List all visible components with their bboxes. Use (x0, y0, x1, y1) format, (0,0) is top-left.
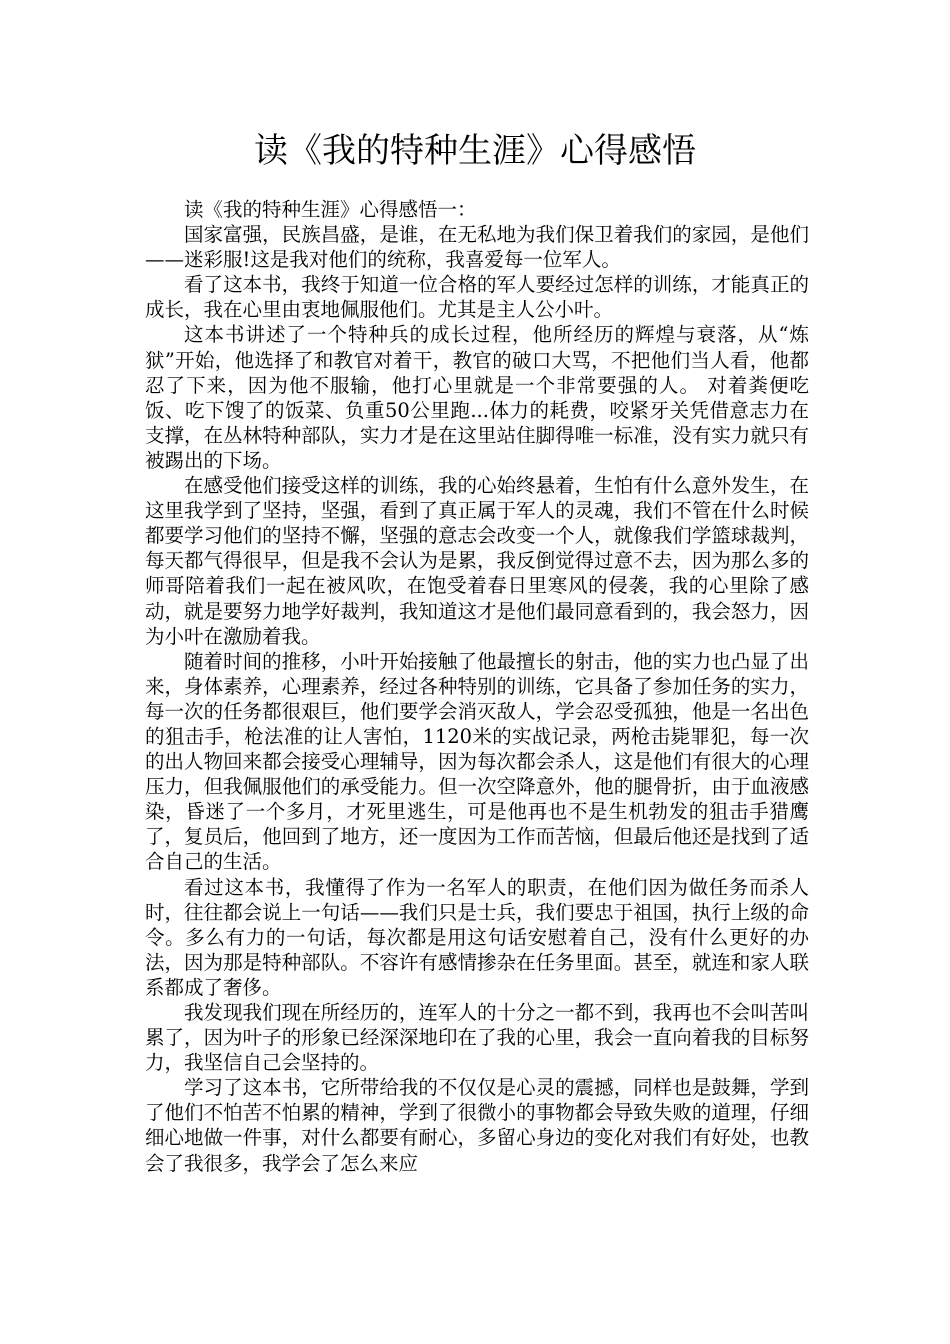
paragraph: 学习了这本书，它所带给我的不仅仅是心灵的震撼，同样也是鼓舞，学到了他们不怕苦不怕累的精神，学到了很微小的事物都会导致失败的道理，仔细细心地做一件事，对什么都要有耐心，多留心身边的变化对我们有好处，也教会了我很多，我学会了怎么来应 (145, 1076, 809, 1175)
paragraph: 这本书讲述了一个特种兵的成长过程，他所经历的辉煌与衰落，从“炼狱”开始，他选择了和教官对着干，教官的破口大骂，不把他们当人看，他都忍了下来，因为他不服输，他打心里就是一个非常要强的人。 对着粪便吃饭、吃下馊了的饭菜、负重50公里跑...体力的耗费，咬紧牙关凭借意志力在支撑，在丛林特种部队，实力才是在这里站住脚得唯一标准，没有实力就只有被踢出的下场。 (145, 323, 809, 472)
paragraph: 读《我的特种生涯》心得感悟一： (184, 198, 477, 221)
paragraph: 看了这本书，我终于知道一位合格的军人要经过怎样的训练，才能真正的成长，我在心里由衷地佩服他们。尤其是主人公小叶。 (145, 273, 809, 322)
paragraph: 国家富强，民族昌盛，是谁，在无私地为我们保卫着我们的家园，是他们——迷彩服!这是我对他们的统称，我喜爱每一位军人。 (145, 223, 809, 272)
paragraph: 在感受他们接受这样的训练，我的心始终悬着，生怕有什么意外发生，在这里我学到了坚持，坚强，看到了真正属于军人的灵魂，我们不管在什么时候都要学习他们的坚持不懈，坚强的意志会改变一个人，就像我们学篮球裁判，每天都气得很早，但是我不会认为是累，我反倒觉得过意不去，因为那么多的师哥陪着我们一起在被风吹，在饱受着春日里寒风的侵袭，我的心里除了感动，就是要努力地学好裁判，我知道这才是他们最同意看到的，我会怒力，因为小叶在激励着我。 (145, 474, 809, 648)
paragraph: 我发现我们现在所经历的，连军人的十分之一都不到，我再也不会叫苦叫累了，因为叶子的形象已经深深地印在了我的心里，我会一直向着我的目标努力，我坚信自己会坚持的。 (145, 1001, 809, 1075)
document-body (145, 197, 809, 1176)
paragraph: 随着时间的推移，小叶开始接触了他最擅长的射击，他的实力也凸显了出来，身体素养，心理素养，经过各种特别的训练，它具备了参加任务的实力，每一次的任务都很艰巨，他们要学会消灭敌人，学会忍受孤独，他是一名出色的狙击手，枪法准的让人害怕，1120米的实战记录，两枪击毙罪犯，每一次的出人物回来都会接受心理辅导，因为每次都会杀人，这是他们有很大的心理压力，但我佩服他们的承受能力。但一次空降意外，他的腿骨折，由于血液感染，昏迷了一个多月，才死里逃生，可是他再也不是生机勃发的狙击手猎鹰了，复员后，他回到了地方，还一度因为工作而苦恼，但最后他还是找到了适合自己的生活。 (145, 649, 809, 874)
paragraph: 看过这本书，我懂得了作为一名军人的职责，在他们因为做任务而杀人时，往往都会说上一句话——我们只是士兵，我们要忠于祖国，执行上级的命令。多么有力的一句话，每次都是用这句话安慰着自己，没有什么更好的办法，因为那是特种部队。不容许有感情掺杂在任务里面。甚至，就连和家人联系都成了奢侈。 (145, 875, 809, 999)
document-title: 读《我的特种生涯》心得感悟 (254, 131, 696, 171)
